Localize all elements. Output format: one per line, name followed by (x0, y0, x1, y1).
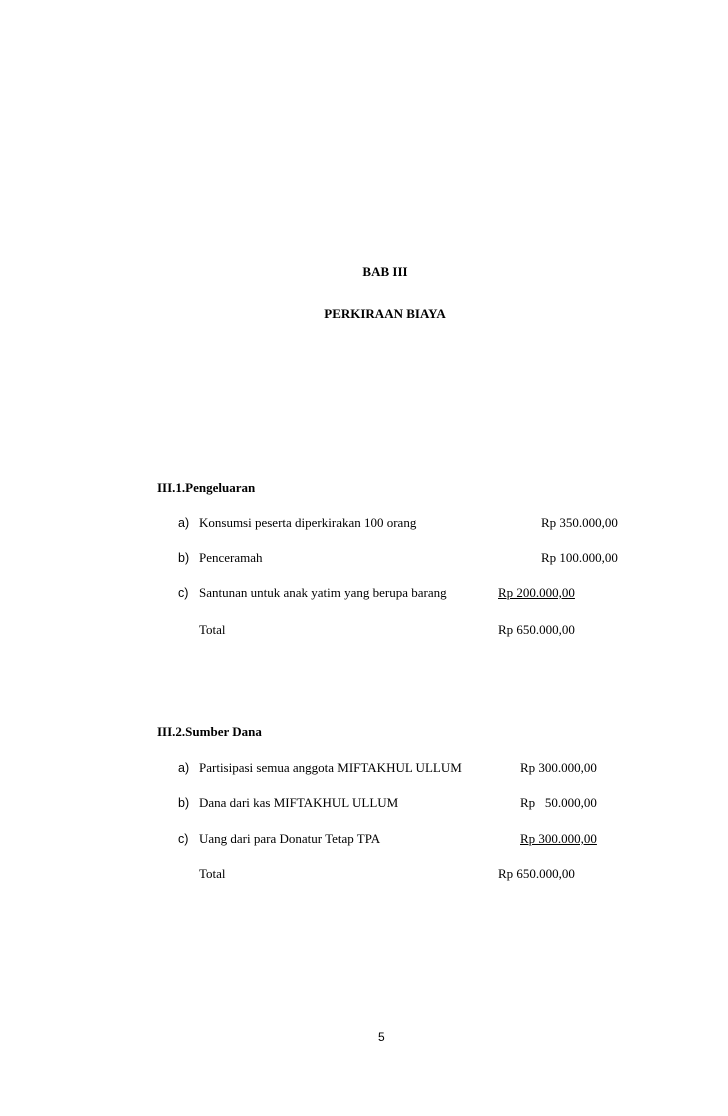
expense-item-label: Konsumsi peserta diperkirakan 100 orang (199, 515, 417, 530)
section-heading-pengeluaran: III.1.Pengeluaran (157, 480, 256, 495)
expense-total-label: Total (199, 622, 226, 637)
funding-item-label: Dana dari kas MIFTAKHUL ULLUM (199, 795, 399, 810)
page-number: 5 (378, 1030, 385, 1044)
funding-item-label: Partisipasi semua anggota MIFTAKHUL ULLUM (199, 760, 462, 775)
funding-total-amount: Rp 650.000,00 (498, 866, 575, 881)
funding-item-amount: Rp 300.000,00 (520, 760, 597, 775)
section-heading-sumber-dana: III.2.Sumber Dana (157, 724, 262, 739)
chapter-number: BAB III (362, 264, 408, 279)
list-marker: c) (178, 586, 189, 600)
funding-item-label: Uang dari para Donatur Tetap TPA (199, 831, 381, 846)
list-marker: b) (178, 551, 190, 565)
expense-item-amount: Rp 100.000,00 (541, 550, 618, 565)
expense-item-amount: Rp 200.000,00 (498, 585, 575, 600)
funding-item-amount: Rp 50.000,00 (520, 795, 597, 810)
list-marker: c) (178, 832, 189, 846)
funding-item-amount: Rp 300.000,00 (520, 831, 597, 846)
list-marker: b) (178, 796, 190, 810)
expense-total-amount: Rp 650.000,00 (498, 622, 575, 637)
chapter-title: PERKIRAAN BIAYA (324, 306, 446, 321)
list-marker: a) (178, 516, 190, 530)
expense-item-amount: Rp 350.000,00 (541, 515, 618, 530)
expense-item-label: Santunan untuk anak yatim yang berupa barang (199, 585, 447, 600)
funding-total-label: Total (199, 866, 226, 881)
expense-item-label: Penceramah (199, 550, 263, 565)
list-marker: a) (178, 761, 190, 775)
